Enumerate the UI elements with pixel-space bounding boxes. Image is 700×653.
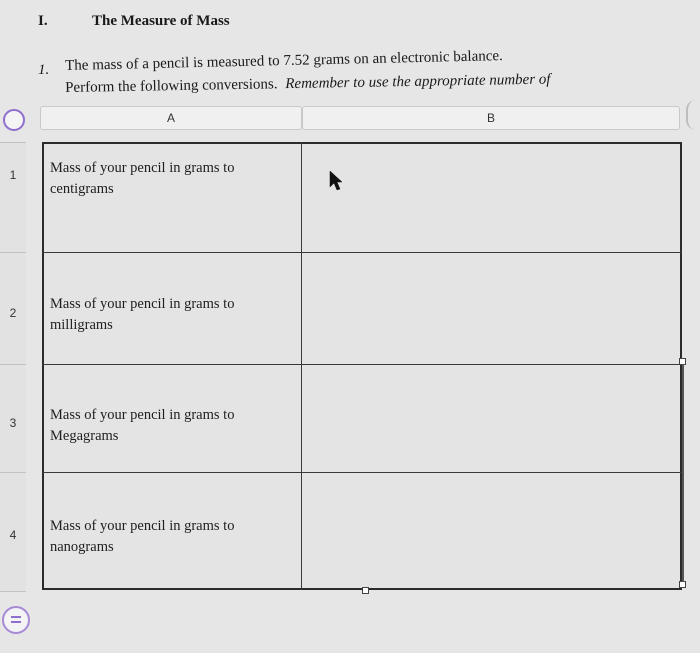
selection-edge	[682, 364, 684, 582]
section-number: I.	[38, 13, 48, 29]
column-header-a[interactable]	[40, 106, 302, 130]
row-divider-3	[42, 472, 682, 473]
column-b-label: B	[486, 111, 495, 125]
equals-circle-icon[interactable]	[2, 606, 30, 634]
answer-cell-4[interactable]	[302, 474, 680, 588]
resize-handle-icon[interactable]	[362, 587, 369, 594]
answer-cell-1[interactable]	[302, 144, 680, 251]
column-header-b[interactable]	[302, 106, 680, 130]
row-divider-1	[42, 252, 682, 253]
prompt-cell-1: Mass of your pencil in grams to centigrams	[50, 160, 235, 197]
row-number-3: 3	[9, 416, 17, 430]
intro-line-2	[65, 72, 551, 97]
radio-circle-icon[interactable]	[3, 109, 25, 131]
intro-line-2-plain: Perform the following conversions.	[65, 76, 278, 96]
row-gutter-1	[0, 142, 26, 253]
resize-handle-icon[interactable]	[679, 581, 686, 588]
row-number-2: 2	[9, 306, 17, 320]
item-number: 1.	[38, 62, 50, 78]
row-divider-2	[42, 364, 682, 365]
answer-cell-3[interactable]	[302, 366, 680, 471]
prompt-cell-4: Mass of your pencil in grams to nanograms	[50, 518, 235, 555]
answer-cell-2[interactable]	[302, 254, 680, 363]
prompt-cell-2: Mass of your pencil in grams to milligrams	[50, 296, 235, 333]
intro-line-1: The mass of a pencil is measured to 7.52 grams on an electronic balance.	[65, 48, 504, 74]
mouse-pointer-icon	[328, 170, 344, 192]
scroll-edge	[686, 100, 700, 130]
row-number-1: 1	[9, 168, 17, 182]
row-number-4: 4	[9, 528, 17, 542]
intro-line-2-italic: Remember to use the appropriate number of	[285, 71, 551, 93]
column-a-label: A	[166, 111, 175, 125]
section-title: The Measure of Mass	[92, 13, 230, 29]
prompt-cell-3: Mass of your pencil in grams to Megagrams	[50, 407, 235, 444]
